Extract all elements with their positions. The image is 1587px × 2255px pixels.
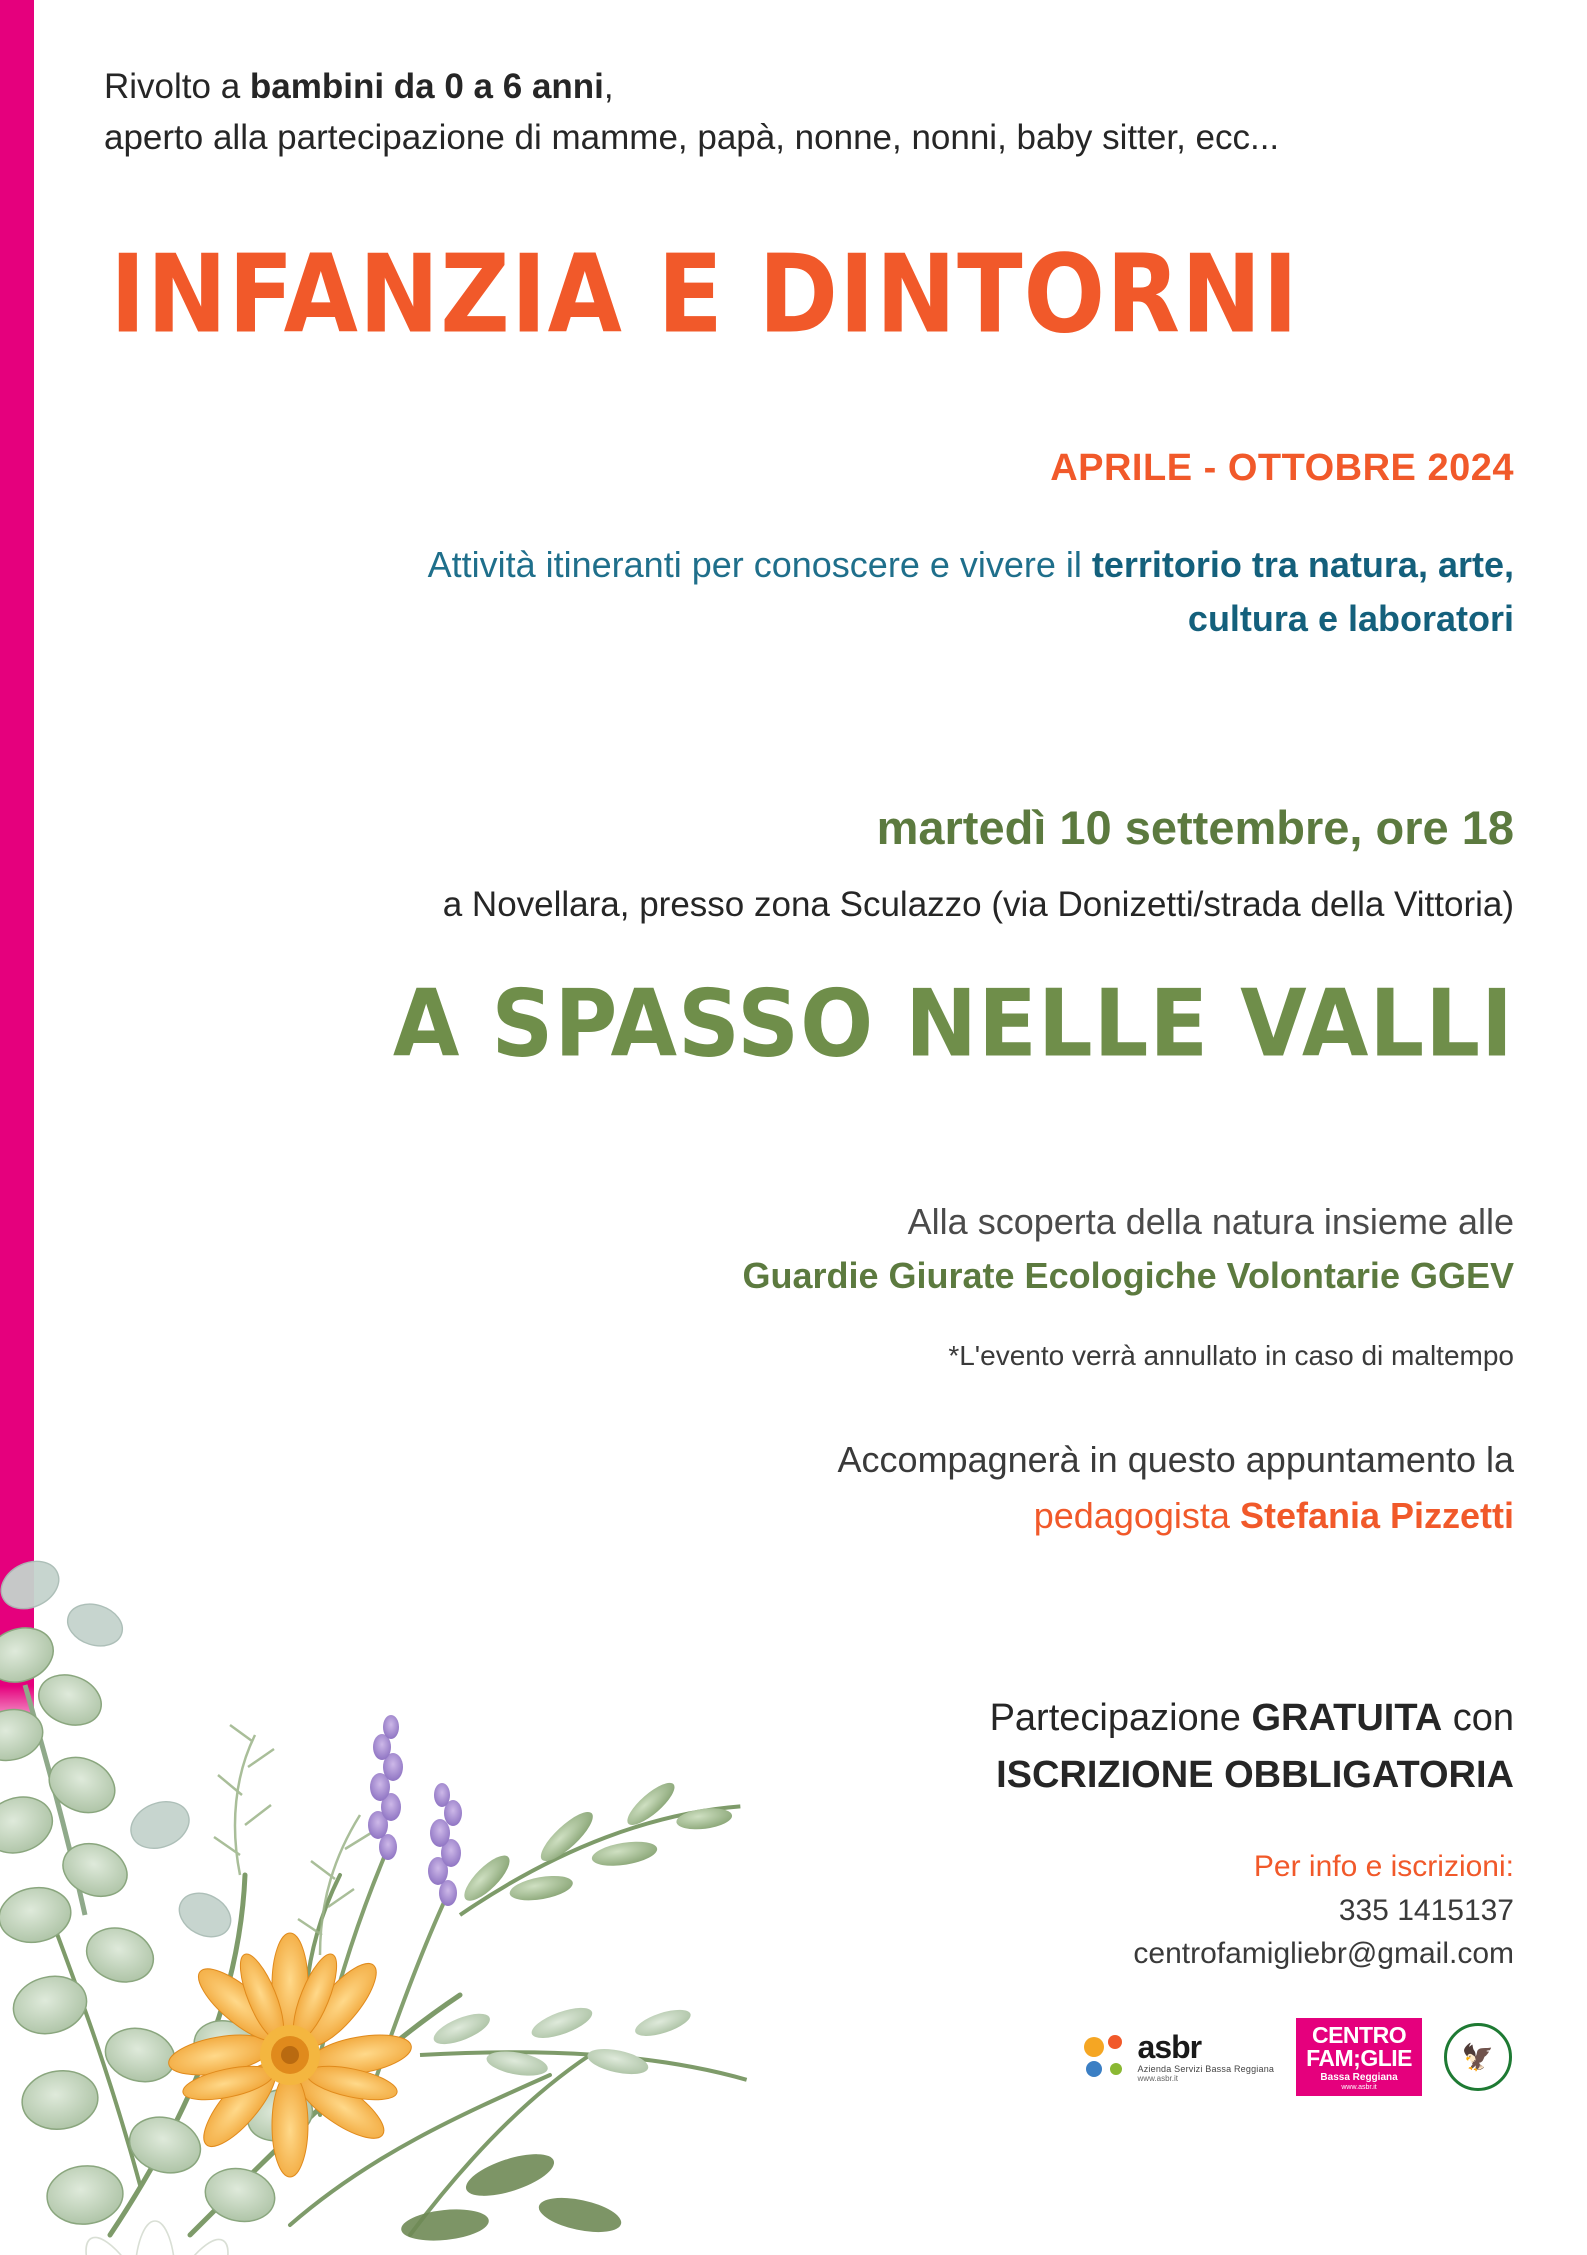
participation-free: GRATUITA [1251, 1697, 1443, 1739]
contacts-email[interactable]: centrofamigliebr@gmail.com [1133, 1937, 1514, 1970]
event-title: A SPASSO NELLE VALLI [392, 970, 1514, 1078]
accompany-person: Stefania Pizzetti [1239, 1494, 1514, 1536]
intro-line-1-bold: bambini da 0 a 6 anni [249, 67, 604, 106]
contacts-phone[interactable]: 335 1415137 [1338, 1893, 1514, 1927]
logo-strip [1084, 2018, 1512, 2096]
intro-line-1-prefix: Rivolto a [104, 67, 250, 106]
intro-line-2: aperto alla partecipazione di mamme, papà, nonne, nonni, baby sitter, ecc... [104, 117, 1280, 157]
bird-icon: 🦅 [1461, 2042, 1495, 2073]
asbr-logo-text [1138, 2031, 1275, 2083]
asbr-subtitle: Azienda Servizi Bassa Reggiana [1137, 2064, 1275, 2075]
pink-side-band-fade [0, 1620, 34, 1740]
pink-side-band [0, 0, 34, 1680]
poster-subtitle [414, 538, 1514, 646]
asbr-wordmark: asbr [1137, 2029, 1202, 2066]
accompany-role: pedagogista [1033, 1494, 1240, 1536]
accompany-line-2 [314, 1488, 1514, 1544]
participation-line-1 [314, 1690, 1514, 1747]
event-description-line-1: Alla scoperta della natura insieme alle [907, 1201, 1514, 1242]
participation-plain-b: con [1442, 1697, 1514, 1739]
participation-text [314, 1690, 1514, 1804]
centro-line-4: www.asbr.it [1341, 2084, 1377, 2092]
centro-line-3: Bassa Reggiana [1320, 2071, 1398, 2083]
weather-note: *L'evento verrà annullato in caso di maltempo [948, 1340, 1514, 1371]
intro-line-1-suffix: , [603, 67, 614, 106]
asbr-logo [1084, 2031, 1275, 2083]
event-datetime: martedì 10 settembre, ore 18 [876, 801, 1514, 854]
centro-line-2: FAM;GLIE [1306, 2045, 1412, 2072]
accompany-text [314, 1432, 1514, 1544]
poster-title: INFANZIA E DINTORNI [110, 232, 1300, 358]
centro-line-1: CENTRO [1311, 2022, 1407, 2048]
participation-plain-a: Partecipazione [989, 1697, 1252, 1739]
accompany-line-1: Accompagnerà in questo appuntamento la [837, 1439, 1514, 1480]
event-location: a Novellara, presso zona Sculazzo (via Donizetti/strada della Vittoria) [442, 885, 1514, 924]
date-range: APRILE - OTTOBRE 2024 [1050, 447, 1514, 489]
ggev-logo [1444, 2023, 1512, 2091]
intro-text [104, 62, 1524, 164]
asbr-website: www.asbr.it [1137, 2074, 1178, 2084]
subtitle-bold: territorio tra natura, arte, cultura e laboratori [1091, 544, 1514, 639]
contacts-lead: Per info e iscrizioni: [1253, 1850, 1514, 1883]
participation-line-2 [314, 1747, 1514, 1804]
asbr-dots-icon [1084, 2035, 1130, 2079]
subtitle-plain: Attività itineranti per conoscere e vivere il [427, 544, 1092, 585]
centro-famiglie-logo [1296, 2018, 1422, 2096]
participation-mandatory: ISCRIZIONE OBBLIGATORIA [996, 1754, 1514, 1796]
contacts-block [314, 1845, 1514, 1976]
intro-line-1 [104, 62, 1524, 113]
event-description-line-2: Guardie Giurate Ecologiche Volontarie GGEV [742, 1255, 1514, 1296]
event-description [314, 1195, 1514, 1303]
